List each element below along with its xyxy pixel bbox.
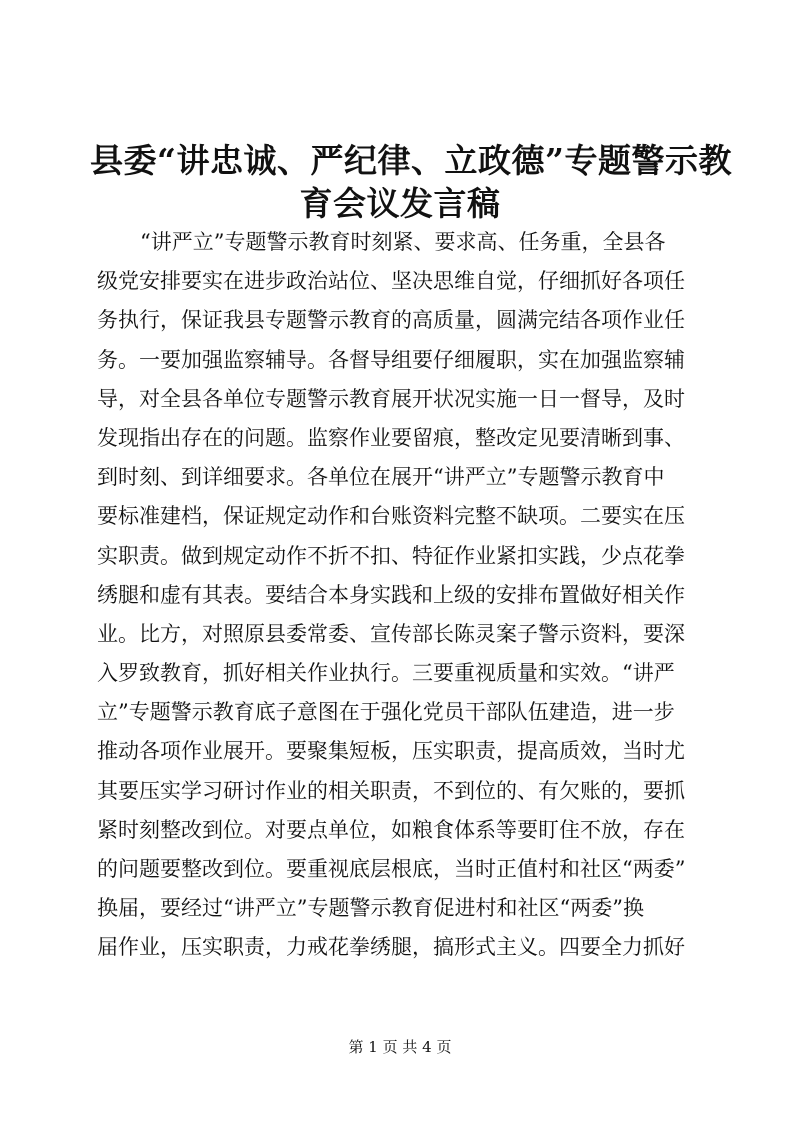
paragraph-line: 要标准建档，保证规定动作和台账资料完整不缺项。二要实在压 [97,504,685,529]
page-number-footer: 第 1 页 共 4 页 [348,1038,452,1056]
paragraph-line: 立”专题警示教育底子意图在于强化党员干部队伍建造，进一步 [97,700,675,725]
paragraph-line: 其要压实学习研讨作业的相关职责，不到位的、有欠账的，要抓 [97,778,685,803]
document-title [90,139,732,225]
paragraph-line: 导，对全县各单位专题警示教育展开状况实施一日一督导，及时 [97,386,685,411]
paragraph-line: 发现指出存在的问题。监察作业要留痕，整改定见要清晰到事、 [97,425,685,450]
paragraph-line: 届作业，压实职责，力戒花拳绣腿，搞形式主义。四要全力抓好 [97,935,685,960]
paragraph-line: “讲严立”专题警示教育时刻紧、要求高、任务重，全县各 [140,230,666,254]
document-body [97,223,717,968]
paragraph-line: 务。一要加强监察辅导。各督导组要仔细履职，实在加强监察辅 [97,347,685,372]
paragraph-line: 级党安排要实在进步政治站位、坚决思维自觉，仔细抓好各项任 [97,269,685,294]
paragraph-line: 推动各项作业展开。要聚集短板，压实职责，提高质效，当时尤 [97,739,685,764]
title-line: 育会议发言稿 [299,184,501,223]
paragraph-line: 入罗致教育，抓好相关作业执行。三要重视质量和实效。“讲严 [97,661,675,686]
paragraph-line: 紧时刻整改到位。对要点单位，如粮食体系等要盯住不放，存在 [97,817,685,842]
paragraph-line: 业。比方，对照原县委常委、宣传部长陈灵案子警示资料，要深 [97,621,685,646]
paragraph-line: 务执行，保证我县专题警示教育的高质量，圆满完结各项作业任 [97,308,685,333]
paragraph-line: 的问题要整改到位。要重视底层根底，当时正值村和社区“两委” [97,857,686,881]
title-line: 县委“讲忠诚、严纪律、立政德”专题警示教 [90,141,732,180]
paragraph-line: 绣腿和虚有其表。要结合本身实践和上级的安排布置做好相关作 [97,582,685,607]
paragraph-line: 到时刻、到详细要求。各单位在展开“讲严立”专题警示教育中 [97,465,665,490]
paragraph-line: 实职责。做到规定动作不折不扣、特征作业紧扣实践，少点花拳 [97,543,685,568]
paragraph-line: 换届，要经过“讲严立”专题警示教育促进村和社区“两委”换 [97,896,644,921]
